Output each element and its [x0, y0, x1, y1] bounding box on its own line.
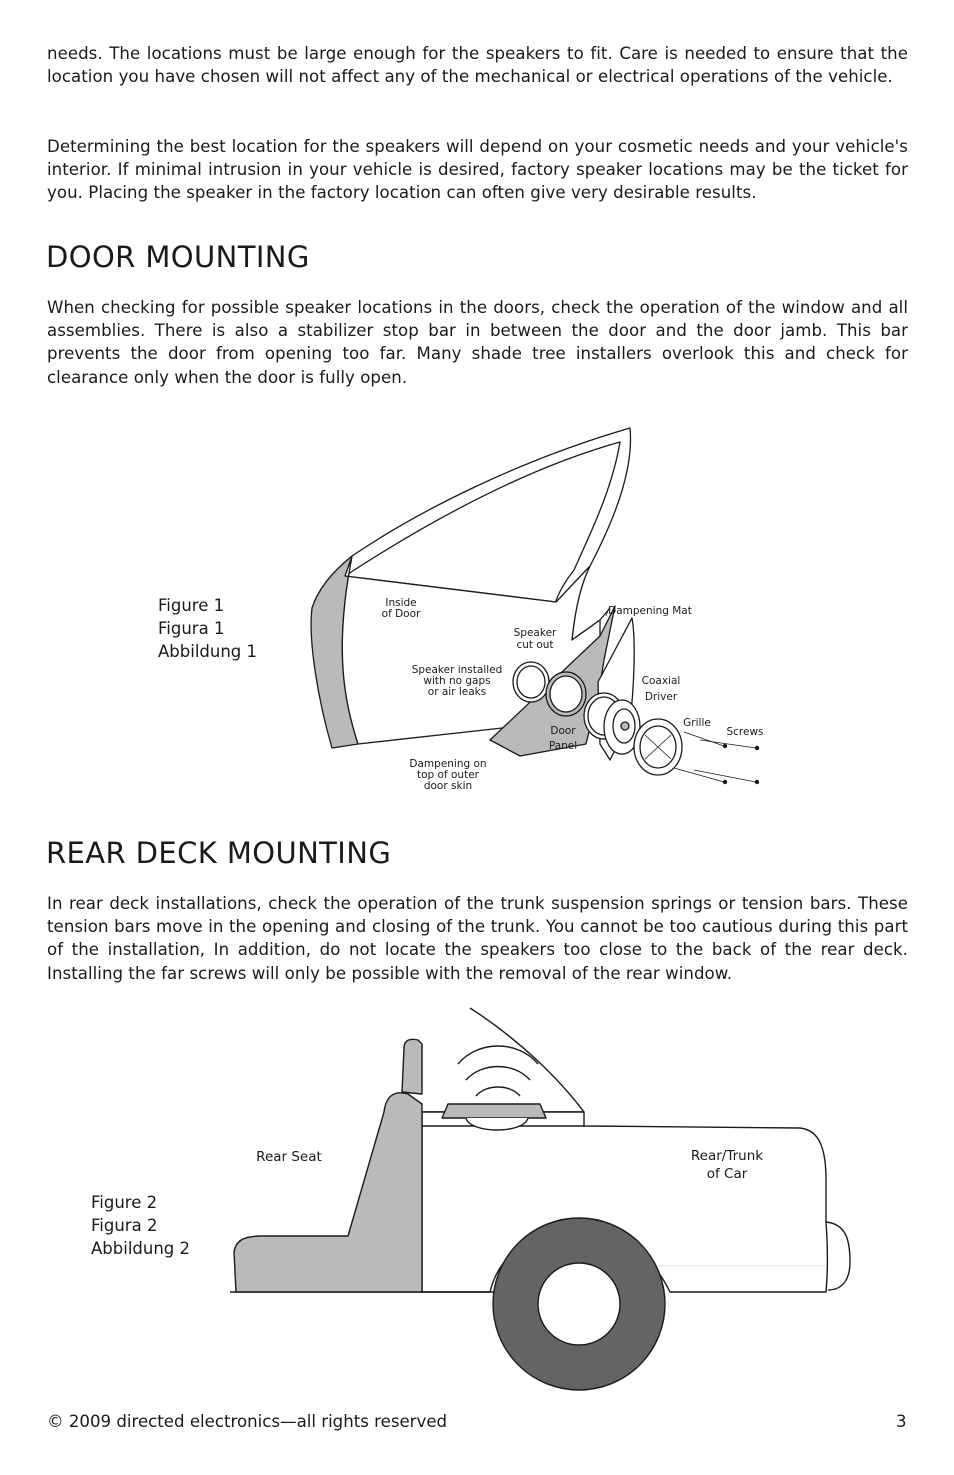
- label-dampening-outer-1: Dampening on: [409, 758, 487, 770]
- label-coaxial-driver-1: Coaxial: [641, 675, 681, 687]
- figure-1-caption-en: Figure 1: [158, 596, 225, 615]
- sound-wave-1: [476, 1087, 520, 1096]
- label-speaker-cut-out-2: cut out: [516, 639, 554, 651]
- deck-speaker: [442, 1104, 546, 1118]
- figure-1-caption-es: Figura 1: [158, 619, 225, 638]
- rear-window: [470, 1008, 584, 1112]
- label-door-panel-2: Panel: [548, 740, 578, 752]
- label-dampening-outer-3: door skin: [423, 780, 473, 792]
- sound-wave-3: [458, 1046, 538, 1064]
- intro-paragraph-1: needs. The locations must be large enough for the speakers to fit. Care is needed to ensure that the location you have chosen will not affect any of the mechanical or electrical operations of the vehicle.: [47, 44, 908, 87]
- figure-2-caption-en: Figure 2: [91, 1193, 158, 1212]
- label-rear-trunk-2: of Car: [706, 1166, 748, 1182]
- label-door-panel-1: Door: [550, 725, 576, 737]
- page-number: 3: [896, 1412, 907, 1431]
- headrest: [402, 1039, 422, 1094]
- label-speaker-cut-out-1: Speaker: [513, 627, 557, 639]
- sound-wave-2: [466, 1067, 530, 1081]
- intro-paragraph-2: Determining the best location for the speakers will depend on your cosmetic needs and your vehicle's interior. If minimal intrusion in your vehicle is desired, factory speaker locations may be the ticket for you. Placing the speaker in the factory location can often give very desirable results.: [47, 137, 908, 203]
- footer-copyright: © 2009 directed electronics—all rights reserved: [47, 1412, 448, 1431]
- label-screws: Screws: [726, 726, 764, 738]
- door-mounting-paragraph: When checking for possible speaker locations in the doors, check the operation of the window and all assemblies. There is also a stabilizer stop bar in between the door and the door jamb. This bar prevents the door from opening too far. Many shade tree installers overlook this and check for clearance only when the door is fully open.: [47, 298, 908, 387]
- rear-seat: [234, 1093, 422, 1292]
- label-rear-trunk-1: Rear/Trunk: [690, 1148, 764, 1164]
- label-coaxial-driver-2: Driver: [644, 691, 678, 703]
- label-grille: Grille: [683, 717, 711, 729]
- label-inside-door-1: Inside: [385, 597, 417, 609]
- label-rear-seat: Rear Seat: [256, 1149, 322, 1165]
- wheel-rim: [538, 1263, 620, 1345]
- label-inside-door-2: of Door: [381, 608, 421, 620]
- label-speaker-installed-1: Speaker installed: [411, 664, 503, 676]
- figure-1-caption-de: Abbildung 1: [158, 642, 258, 661]
- figure-2-caption-de: Abbildung 2: [91, 1239, 191, 1258]
- rear-bumper: [826, 1222, 850, 1290]
- rear-deck-mounting-heading: REAR DECK MOUNTING: [46, 836, 392, 870]
- label-dampening-mat: Dampening Mat: [608, 605, 692, 617]
- label-dampening-outer-2: top of outer: [417, 769, 479, 781]
- door-mounting-heading: DOOR MOUNTING: [46, 240, 310, 274]
- label-speaker-installed-2: with no gaps: [423, 675, 491, 687]
- label-speaker-installed-3: or air leaks: [427, 686, 487, 698]
- figure-2-caption-es: Figura 2: [91, 1216, 158, 1235]
- rear-deck-mounting-paragraph: In rear deck installations, check the operation of the trunk suspension springs or tension bars. These tension bars move in the opening and closing of the trunk. You cannot be too cautious during this part of the installation, In addition, do not locate the speakers too close to the back of the rear deck. Installing the far screws will only be possible with the removal of the rear window.: [47, 894, 908, 983]
